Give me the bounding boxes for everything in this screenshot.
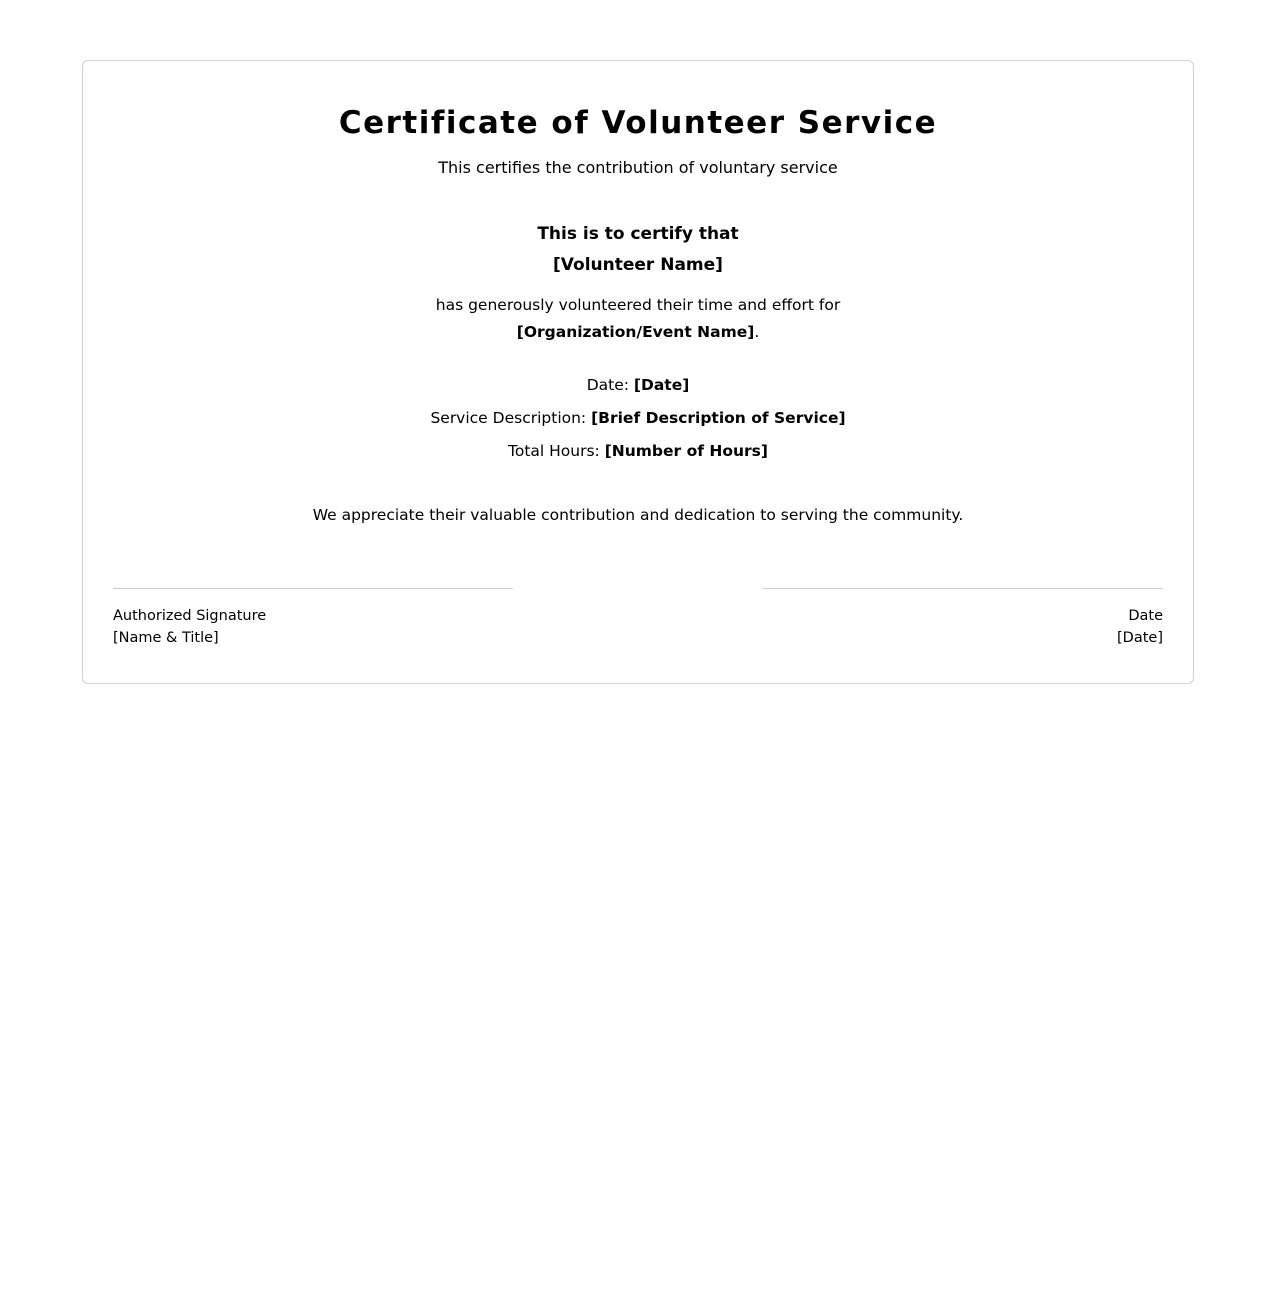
detail-value: [Number of Hours] [604, 442, 768, 460]
volunteered-text: has generously volunteered their time and effort for [435, 296, 841, 314]
signature-label: Authorized Signature [113, 608, 267, 624]
detail-total-hours [83, 442, 1193, 460]
date-line [763, 588, 1163, 589]
detail-service-description [83, 409, 1193, 427]
detail-label: Date: [586, 376, 634, 394]
date-value: [Date] [1117, 630, 1163, 646]
volunteer-name: [Volunteer Name] [553, 255, 723, 275]
signature-block [113, 605, 266, 649]
detail-date [83, 376, 1193, 394]
certificate-subtitle: This certifies the contribution of voluntary service [438, 158, 838, 177]
signature-name-title: [Name & Title] [113, 630, 219, 646]
certificate-card [82, 60, 1194, 684]
organization-name: [Organization/Event Name] [516, 323, 755, 341]
detail-label: Total Hours: [508, 442, 605, 460]
certify-text: This is to certify that [537, 224, 739, 244]
date-label: Date [1128, 608, 1163, 624]
detail-value: [Brief Description of Service] [591, 409, 846, 427]
date-block [1117, 605, 1163, 649]
organization-suffix: . [754, 323, 760, 341]
certificate-title: Certificate of Volunteer Service [338, 105, 938, 141]
signature-line [113, 588, 513, 589]
appreciation-text: We appreciate their valuable contribution and dedication to serving the community. [312, 506, 964, 524]
detail-value: [Date] [633, 376, 690, 394]
detail-label: Service Description: [430, 409, 592, 427]
organization-line [83, 323, 1193, 341]
